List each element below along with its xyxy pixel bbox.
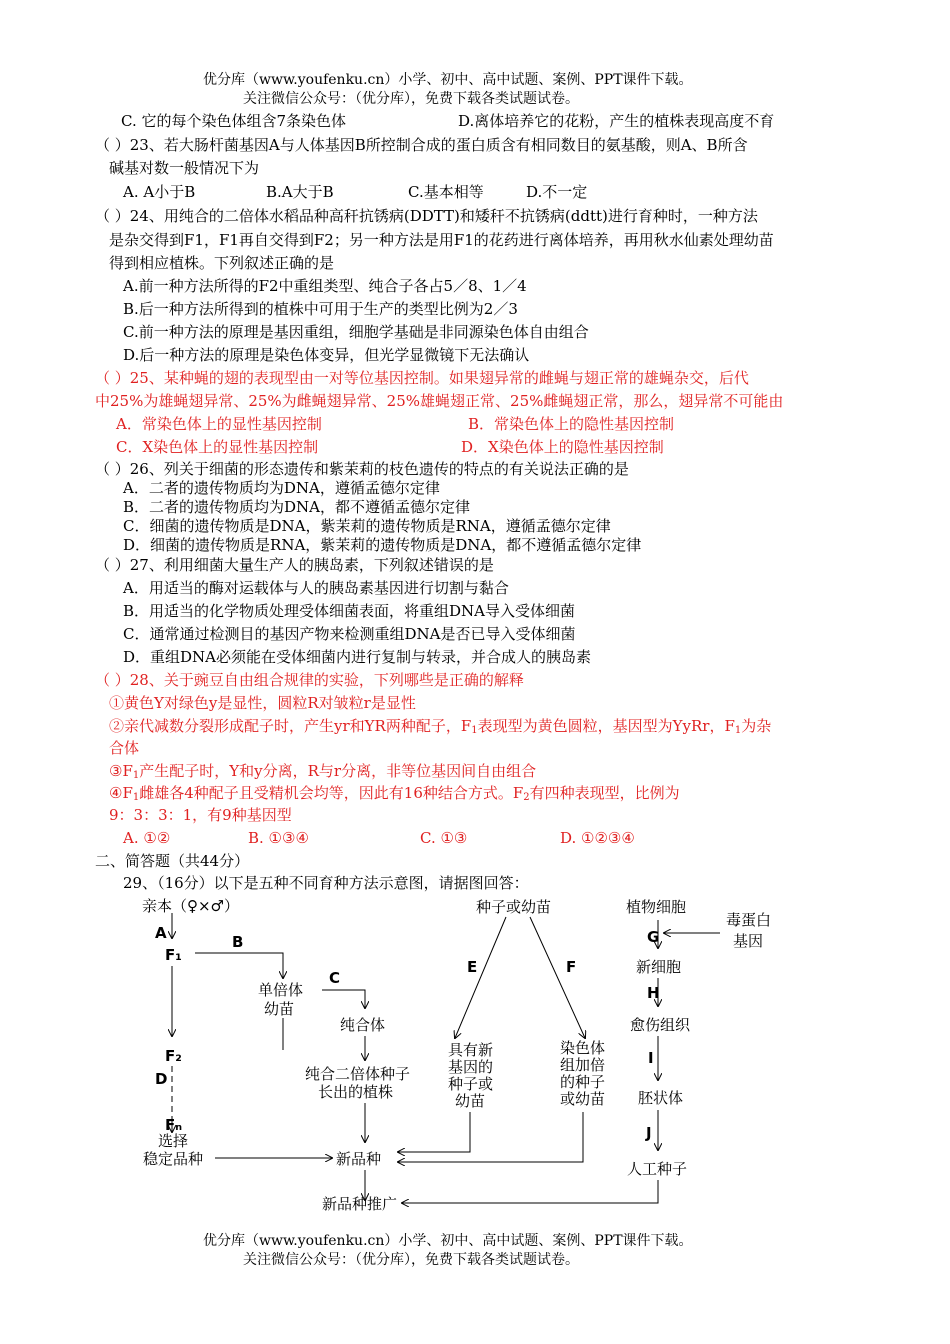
q28-statement-2-cont: 合体 bbox=[109, 739, 140, 757]
label-E: E bbox=[467, 958, 478, 976]
label-C: C bbox=[329, 969, 341, 987]
q28-option-d: D. ①②③④ bbox=[560, 829, 635, 847]
q22-option-d: D.离体培养它的花粉，产生的植株表现高度不育 bbox=[458, 112, 775, 130]
q23-stem-2: 碱基对数一般情况下为 bbox=[109, 159, 260, 177]
label-B: B bbox=[232, 933, 244, 951]
q23-option-a: A. A小于B bbox=[123, 183, 196, 201]
arrow-f1-to-haploid bbox=[195, 953, 283, 978]
q27-option-b: B．用适当的化学物质处理受体细菌表面，将重组DNA导入受体细菌 bbox=[123, 602, 576, 620]
q28-statement-4-cont: 9：3：3：1，有9种基因型 bbox=[109, 806, 292, 824]
label-D: D bbox=[155, 1070, 168, 1088]
label-newgene-4: 幼苗 bbox=[455, 1092, 486, 1110]
q24-option-d: D.后一种方法的原理是染色体变异，但光学显微镜下无法确认 bbox=[123, 346, 530, 364]
q23-option-b: B.A大于B bbox=[266, 183, 334, 201]
q26-option-d: D．细菌的遗传物质是RNA，紫茉莉的遗传物质是DNA，都不遵循孟德尔定律 bbox=[123, 536, 642, 554]
q23-stem-1: （ ）23、若大肠杆菌基因A与人体基因B所控制合成的蛋白质含有相同数目的氨基酸，则A、B所含 bbox=[95, 136, 748, 154]
q27-option-a: A．用适当的酶对运载体与人的胰岛素基因进行切割与黏合 bbox=[123, 579, 509, 597]
q28-option-b: B. ①③④ bbox=[248, 829, 309, 847]
q28-statement-4: $④F_1$雌雄各4种配子且受精机会均等，因此有16种结合方式。$F_2$有四种表现型，比例为 bbox=[109, 784, 680, 803]
label-pure-1: 纯合二倍体种子 bbox=[305, 1065, 411, 1083]
q24-option-b: B.后一种方法所得到的植株中可用于生产的类型比例为2／3 bbox=[123, 300, 518, 318]
section-2-title: 二、简答题（共44分） bbox=[95, 852, 250, 870]
q24-stem-1: （ ）24、用纯合的二倍体水稻品种高秆抗锈病(DDTT)和矮秆不抗锈病(ddtt)进行育种时，一种方法 bbox=[95, 207, 758, 225]
arrow-seed-to-newgene bbox=[455, 917, 506, 1038]
q25-stem-1: （ ）25、某种蝇的翅的表现型由一对等位基因控制。如果翅异常的雌蝇与翅正常的雄蝇杂交，后代 bbox=[95, 369, 749, 387]
label-haploid-2: 幼苗 bbox=[264, 1000, 295, 1018]
q28-statement-2: ②亲代减数分裂形成配子时，产生yr和YR两种配子，$F_1$表现型为黄色圆粒，基因型为YyRr，$F_1$为杂 bbox=[109, 717, 772, 736]
q27-option-c: C．通常通过检测目的基因产物来检测重组DNA是否已导入受体细菌 bbox=[123, 625, 576, 643]
label-artificial-seed: 人工种子 bbox=[627, 1160, 688, 1178]
label-embryoid: 胚状体 bbox=[638, 1089, 684, 1107]
arrow-chrom-to-newvariety bbox=[398, 1112, 583, 1162]
q25-option-c: C．X染色体上的显性基因控制 bbox=[116, 438, 319, 456]
label-new-cell: 新细胞 bbox=[636, 958, 682, 976]
label-promote: 新品种推广 bbox=[322, 1195, 398, 1213]
label-F: F bbox=[566, 958, 577, 976]
label-Fn: Fₙ bbox=[165, 1116, 183, 1134]
q28-option-a: A. ①② bbox=[123, 829, 171, 847]
q22-option-c: C. 它的每个染色体组含7条染色体 bbox=[121, 112, 347, 130]
label-homozygote: 纯合体 bbox=[340, 1016, 386, 1034]
label-select-2: 稳定品种 bbox=[143, 1150, 204, 1168]
header-line-2: 关注微信公众号：（优分库），免费下载各类试题试卷。 bbox=[243, 91, 579, 107]
q24-stem-3: 得到相应植株。下列叙述正确的是 bbox=[109, 254, 335, 272]
label-chrom-4: 或幼苗 bbox=[560, 1090, 606, 1108]
label-H: H bbox=[647, 984, 660, 1002]
q24-option-c: C.前一种方法的原理是基因重组，细胞学基础是非同源染色体自由组合 bbox=[123, 323, 589, 341]
label-plant-cell: 植物细胞 bbox=[626, 898, 687, 916]
label-parents: 亲本（♀×♂） bbox=[142, 897, 240, 915]
q26-stem: （ ）26、列关于细菌的形态遗传和紫茉莉的枝色遗传的特点的有关说法正确的是 bbox=[95, 460, 629, 478]
q28-option-c: C. ①③ bbox=[420, 829, 468, 847]
label-toxin-1: 毒蛋白 bbox=[726, 911, 772, 929]
q23-option-c: C.基本相等 bbox=[408, 183, 484, 201]
label-newgene-2: 基因的 bbox=[448, 1058, 494, 1076]
q24-option-a: A.前一种方法所得的F2中重组类型、纯合子各占5／8、1／4 bbox=[123, 277, 527, 295]
label-chrom-3: 的种子 bbox=[560, 1073, 606, 1091]
label-pure-2: 长出的植株 bbox=[318, 1083, 394, 1101]
q27-option-d: D．重组DNA必须能在受体细菌内进行复制与转录，并合成人的胰岛素 bbox=[123, 648, 592, 666]
label-F2: F₂ bbox=[165, 1047, 182, 1065]
label-newgene-1: 具有新 bbox=[448, 1041, 494, 1059]
q25-stem-2: 中25%为雄蝇翅异常、25%为雌蝇翅异常、25%雄蝇翅正常、25%雌蝇翅正常，那么，翅异常不可能由 bbox=[95, 392, 784, 410]
q26-option-a: A．二者的遗传物质均为DNA，遵循孟德尔定律 bbox=[123, 479, 440, 497]
arrow-artseed-to-promote bbox=[402, 1180, 658, 1203]
q23-option-d: D.不一定 bbox=[526, 183, 588, 201]
label-J: J bbox=[646, 1124, 652, 1142]
arrow-newgene-to-newvariety bbox=[398, 1112, 470, 1152]
q25-option-b: B．常染色体上的隐性基因控制 bbox=[468, 415, 675, 433]
footer-line-1: 优分库（www.youfenku.cn）小学、初中、高中试题、案例、PPT课件下载。 bbox=[203, 1233, 693, 1249]
footer-line-2: 关注微信公众号：（优分库），免费下载各类试题试卷。 bbox=[243, 1252, 579, 1268]
label-new-variety: 新品种 bbox=[336, 1150, 382, 1168]
q27-stem: （ ）27、利用细菌大量生产人的胰岛素，下列叙述错误的是 bbox=[95, 556, 494, 574]
label-A: A bbox=[155, 924, 167, 942]
q28-statement-3: $③F_1$产生配子时，Y和y分离，R与r分离，非等位基因间自由组合 bbox=[109, 762, 537, 781]
label-chrom-2: 组加倍 bbox=[560, 1056, 606, 1074]
label-F1: F₁ bbox=[165, 946, 182, 964]
label-I: I bbox=[648, 1049, 654, 1067]
label-chrom-1: 染色体 bbox=[560, 1039, 606, 1057]
q25-option-a: A．常染色体上的显性基因控制 bbox=[116, 415, 322, 433]
label-newgene-3: 种子或 bbox=[448, 1075, 494, 1093]
label-seed: 种子或幼苗 bbox=[476, 898, 552, 916]
header-line-1: 优分库（www.youfenku.cn）小学、初中、高中试题、案例、PPT课件下载。 bbox=[203, 72, 693, 88]
arrow-seed-to-chromdouble bbox=[530, 917, 585, 1038]
label-select-1: 选择 bbox=[158, 1132, 189, 1150]
q28-stem: （ ）28、关于豌豆自由组合规律的实验，下列哪些是正确的解释 bbox=[95, 671, 524, 689]
q26-option-c: C．细菌的遗传物质是DNA，紫茉莉的遗传物质是RNA，遵循孟德尔定律 bbox=[123, 517, 611, 535]
label-toxin-2: 基因 bbox=[733, 932, 764, 950]
q25-option-d: D．X染色体上的隐性基因控制 bbox=[461, 438, 664, 456]
q28-statement-1: ①黄色Y对绿色y是显性，圆粒R对皱粒r是显性 bbox=[109, 694, 416, 712]
q24-stem-2: 是杂交得到F1，F1再自交得到F2；另一种方法是用F1的花药进行离体培养，再用秋水仙素处理幼苗 bbox=[109, 231, 774, 249]
q29-stem: 29、（16分）以下是五种不同育种方法示意图，请据图回答： bbox=[123, 874, 529, 892]
q26-option-b: B．二者的遗传物质均为DNA，都不遵循孟德尔定律 bbox=[123, 498, 471, 516]
label-haploid-1: 单倍体 bbox=[258, 981, 304, 999]
label-callus: 愈伤组织 bbox=[630, 1016, 691, 1034]
label-G: G bbox=[647, 928, 660, 946]
arrow-c-to-homozygote bbox=[322, 990, 365, 1008]
